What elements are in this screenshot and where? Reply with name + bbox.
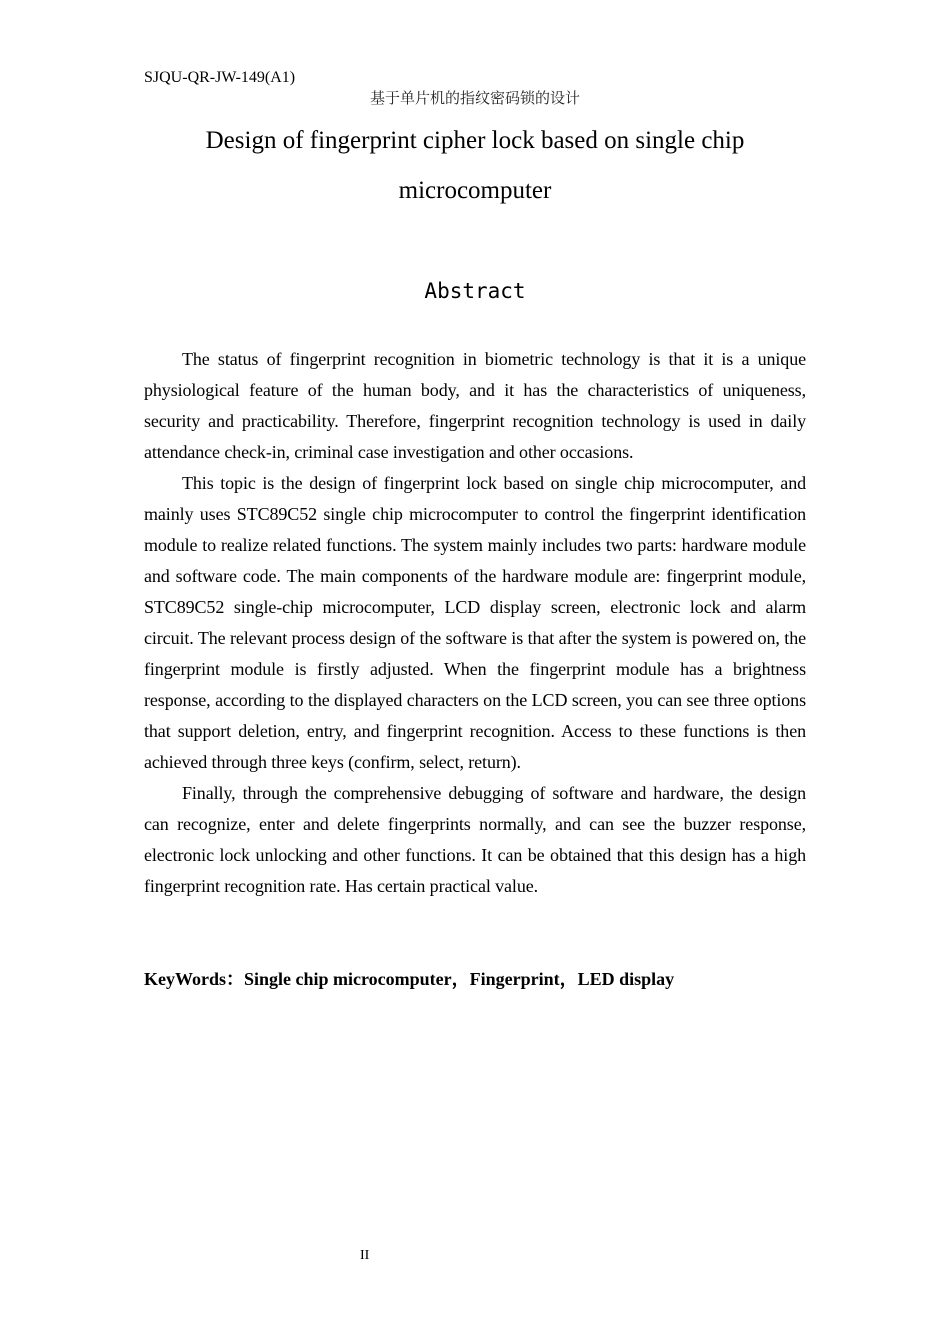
running-header: 基于单片机的指纹密码锁的设计: [369, 89, 580, 107]
keywords-line: KeyWords：Single chip microcomputer，Fingerprint，LED display: [144, 969, 675, 989]
paper-title: Design of fingerprint cipher lock based on single chip microcomputer: [205, 127, 745, 204]
abstract-heading: Abstract: [424, 279, 526, 303]
abstract-body: [144, 344, 806, 902]
page-number: II: [360, 1248, 370, 1263]
abstract-paragraph: Finally, through the comprehensive debugging of software and hardware, the design can recognize, enter and delete fingerprints normally, and can see the buzzer response, electronic lock unlocking and other functions. It can be obtained that this design has a high fingerprint recognition rate. Has certain practical value.: [144, 783, 806, 896]
document-code: SJQU-QR-JW-149(A1): [144, 69, 296, 86]
abstract-paragraph: The status of fingerprint recognition in biometric technology is that it is a unique physiological feature of the human body, and it has the characteristics of uniqueness, security and practicability. Therefore, fingerprint recognition technology is used in daily attendance check-in, criminal case investigation and other occasions.: [144, 349, 806, 462]
abstract-paragraph: This topic is the design of fingerprint lock based on single chip microcomputer, and mainly uses STC89C52 single chip microcomputer to control the fingerprint identification module to realize related functions. The system mainly includes two parts: hardware module and software code. The main components of the hardware module are: fingerprint module, STC89C52 single-chip microcomputer, LCD display screen, electronic lock and alarm circuit. The relevant process design of the software is that after the system is powered on, the fingerprint module is firstly adjusted. When the fingerprint module has a brightness response, according to the displayed characters on the LCD screen, you can see three options that support deletion, entry, and fingerprint recognition. Access to these functions is then achieved through three keys (confirm, select, return).: [144, 473, 806, 772]
